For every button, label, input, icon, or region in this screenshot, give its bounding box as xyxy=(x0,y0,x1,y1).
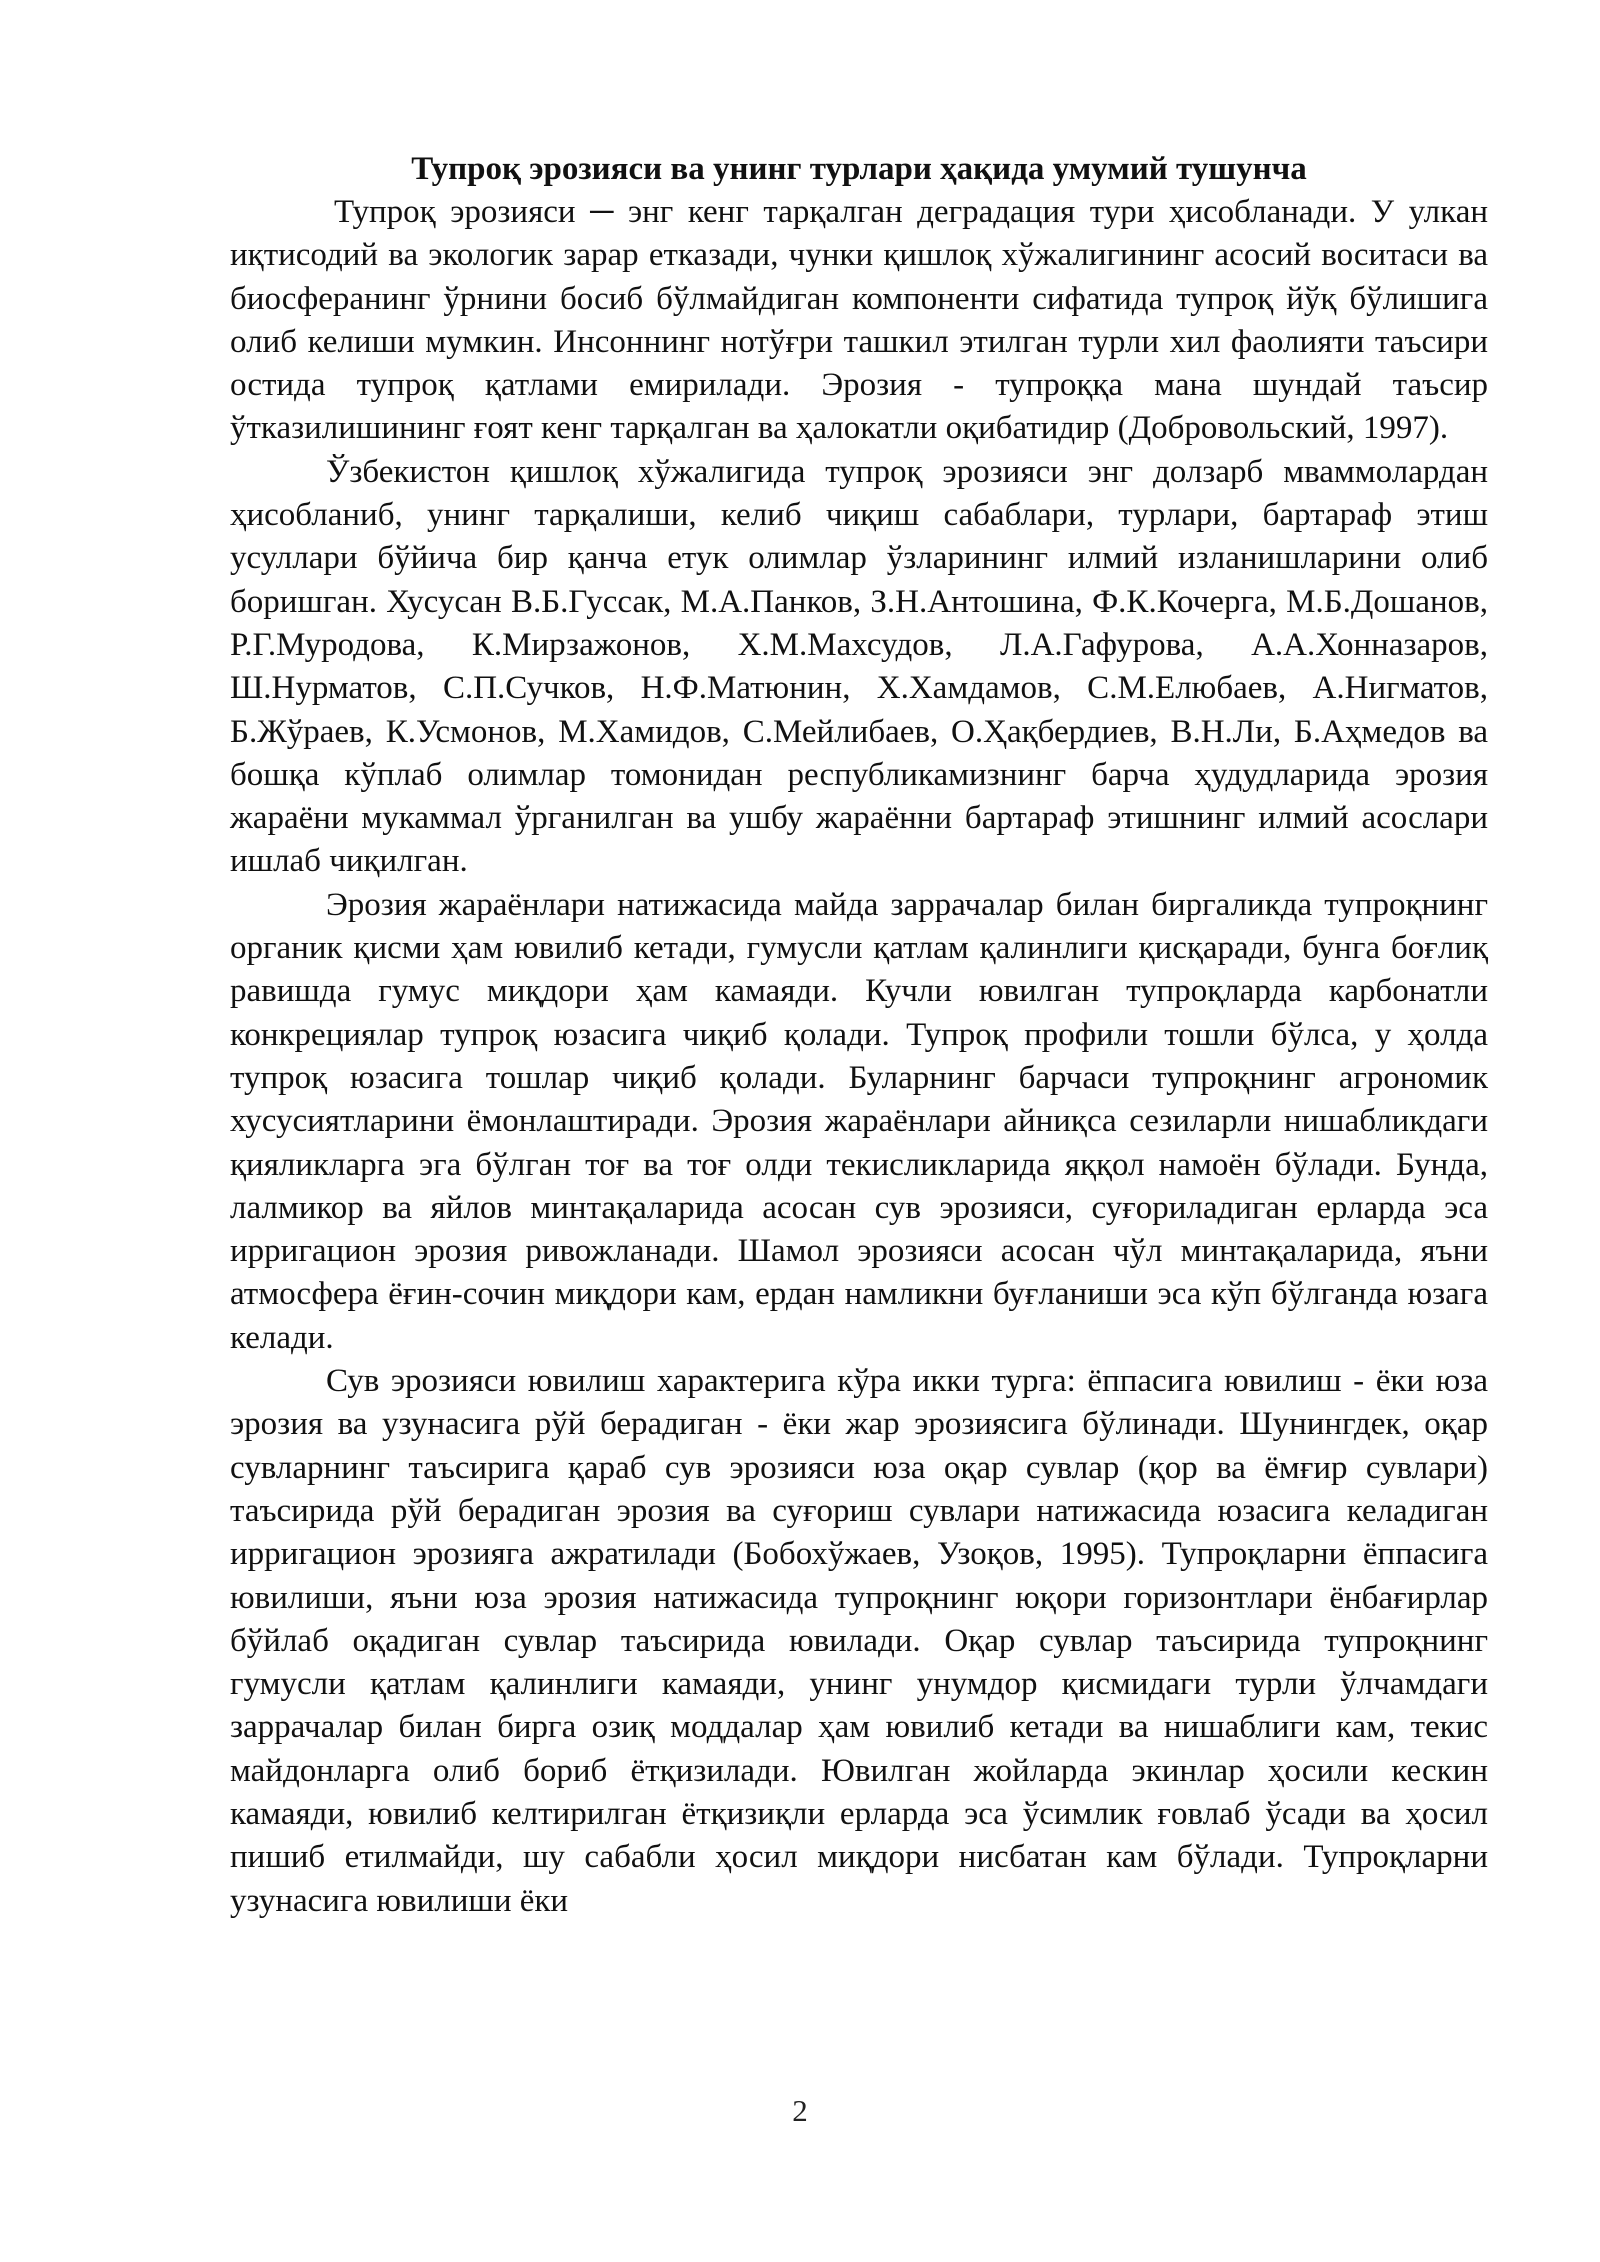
paragraph-erosion-definition: Тупроқ эрозияси ─ энг кенг тарқалган деградация тури ҳисобланади. У улкан иқтисодий ва экологик зарар етказади, чунки қишлоқ хўжалигининг асосий воситаси ва биосферанинг ўрнини босиб бўлмайдиган компоненти сифатида тупроқ йўқ бўлишига олиб келиши мумкин. Инсоннинг нотўғри ташкил этилган турли хил фаолияти таъсири остида тупроқ қатлами емирилади. Эрозия - тупроққа мана шундай таъсир ўтказилишининг ғоят кенг тарқалган ва ҳалокатли оқибатидир (Добровольский, 1997). xyxy=(230,194,1488,447)
paragraph-uzbekistan-researchers: Ўзбекистон қишлоқ хўжалигида тупроқ эрозияси энг долзарб мваммолардан ҳисобланиб, унинг тарқалиши, келиб чиқиш сабаблари, турлари, бартараф этиш усуллари бўйича бир қанча етук олимлар ўзларининг илмий изланишларини олиб боришган. Хусусан В.Б.Гуссак, М.А.Панков, З.Н.Антошина, Ф.К.Кочерга, М.Б.Дошанов, Р.Г.Муродова, К.Мирзажонов, Х.М.Махсудов, Л.А.Гафурова, А.А.Хонназаров, Ш.Нурматов, С.П.Сучков, Н.Ф.Матюнин, Х.Хамдамов, С.М.Елюбаев, А.Нигматов, Б.Жўраев, К.Усмонов, М.Хамидов, С.Мейлибаев, О.Ҳақбердиев, В.Н.Ли, Б.Аҳмедов ва бошқа кўплаб олимлар томонидан республикамизнинг барча ҳудудларида эрозия жараёни мукаммал ўрганилган ва ушбу жараённи бартараф этишнинг илмий асослари ишлаб чиқилган. xyxy=(230,453,1488,880)
paragraph-water-erosion-types: Сув эрозияси ювилиш характерига кўра икки турга: ёппасига ювилиш - ёки юза эрозия ва узунасига рўй берадиган - ёки жар эрозиясига бўлинади. Шунингдек, оқар сувларнинг таъсирига қараб сув эрозияси юза оқар сувлар (қор ва ёмғир сувлари) таъсирида рўй берадиган эрозия ва суғориш сувлари натижасида юзасига келадиган ирригацион эрозияга ажратилади (Бобохўжаев, Узоқов, 1995). Тупроқларни ёппасига ювилиши, яъни юза эрозия натижасида тупроқнинг юқори горизонтлари ёнбағирлар бўйлаб оқадиган сувлар таъсирида ювилади. Оқар сувлар таъсирида тупроқнинг гумусли қатлам қалинлиги камаяди, унинг унумдор қисмидаги турли ўлчамдаги заррачалар билан бирга озиқ моддалар ҳам ювилиб кетади ва нишаблиги кам, текис майдонларга олиб бориб ётқизилади. Ювилган жойларда экинлар ҳосили кескин камаяди, ювилиб келтирилган ётқизиқли ерларда эса ўсимлик ғовлаб ўсади ва ҳосил пишиб етилмайди, шу сабабли ҳосил миқдори нисбатан кам бўлади. Тупроқларни узунасига ювилиши ёки xyxy=(230,1363,1488,1919)
paragraph-erosion-processes: Эрозия жараёнлари натижасида майда заррачалар билан биргаликда тупроқнинг органик қисми ҳам ювилиб кетади, гумусли қатлам қалинлиги қисқаради, бунга боғлиқ равишда гумус миқдори ҳам камаяди. Кучли ювилган тупроқларда карбонатли конкрециялар тупроқ юзасига чиқиб қолади. Тупроқ профили тошли бўлса, у ҳолда тупроқ юзасига тошлар чиқиб қолади. Буларнинг барчаси тупроқнинг агрономик хусусиятларини ёмонлаштиради. Эрозия жараёнлари айниқса сезиларли нишабликдаги қияликларга эга бўлган тоғ ва тоғ олди текисликларида яққол намоён бўлади. Бунда, лалмикор ва яйлов минтақаларида асосан сув эрозияси, суғориладиган ерларда эса ирригацион эрозия ривожланади. Шамол эрозияси асосан чўл минтақаларида, яъни атмосфера ёғин-сочин миқдори кам, ердан намликни буғланиши эса кўп бўлганда юзага келади. xyxy=(230,886,1488,1356)
document-body xyxy=(230,148,1488,1923)
page-number: 2 xyxy=(792,2093,808,2128)
document-title: Тупроқ эрозияси ва унинг турлари ҳақида умумий тушунча xyxy=(411,151,1307,187)
